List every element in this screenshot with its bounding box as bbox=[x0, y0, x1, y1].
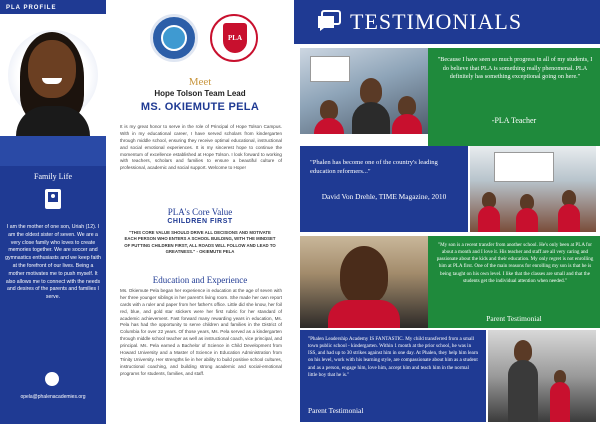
photo-person bbox=[398, 96, 416, 116]
photo-frame-icon bbox=[44, 188, 62, 210]
profile-email[interactable]: opela@phalenacademies.org bbox=[20, 394, 86, 400]
classroom-board bbox=[310, 56, 350, 82]
meet-heading: Meet bbox=[188, 76, 212, 88]
classroom-screen bbox=[494, 152, 554, 182]
testimonials-column bbox=[294, 0, 600, 424]
school-seal-logo bbox=[150, 14, 198, 62]
pla-shield: PLA bbox=[223, 23, 247, 53]
portrait-face bbox=[28, 40, 76, 98]
seal-eagle-emblem bbox=[161, 25, 187, 51]
portrait-smile bbox=[42, 78, 62, 84]
photo-clothing bbox=[392, 114, 422, 134]
education-title: Education and Experience bbox=[152, 275, 248, 285]
education-paragraph: Ms. Okiemute Pela began her experience in education at the age of seven with her three younger siblings in her parent's living room. She made her own report cards with a ruler and paper from her father's office. Little did she know, her foil red, blue, and gold star stickers were her first rubric for her standard of academic achievement. Fast forward many rewarding years in education, Ms. Pela has had the opportunity to serve children and families in the District of Columbia for over 22 years. Of those years, Ms. Pela served as a kindergarten through middle school teacher as well as instructional coach, vice principal, and principal. Ms. Pela earned a Bachelor of Science in Child Development from Howard University and a Master of Science in Education Administration from Trinity University. Her strengths lie in her ability to build positive school cultures, instructional coaching, and building strong academic and social-emotional programs for students, families, and staff. bbox=[120, 288, 282, 376]
photo-clothing bbox=[516, 208, 538, 232]
photo-clothing bbox=[558, 204, 580, 232]
testimonial-quote: "Phalen has become one of the country's leading education reformers..." bbox=[310, 159, 438, 176]
intro-paragraph: It is my great honor to serve in the role of Principal of Hope Tolson Campus. With in my educational career, I have served scholars from kindergarten through middle school, ensuring they receive optimal educational, instructional and social emotional experiences. It is my sincerest hope to continue the momentum of excellence established at Hope Tolson. I look forward to working with teachers, scholars and families to ensure a beautiful culture of professional, academic and social support. Welcome to Hope! bbox=[120, 124, 282, 171]
photo-clothing bbox=[508, 360, 538, 422]
family-life-text: I am the mother of one son, Uriah (12). I am the oldest sister of seven. We are a very close family who loves to create memories together. We are soccer and gymnastics enthusiasts and we keep faith at the forefront of our lives. Being a mother motivates me to push myself. It also allows me to connect with the needs and desires of the parents and families I serve. bbox=[5, 224, 101, 301]
photo-clothing bbox=[352, 102, 390, 134]
center-column bbox=[106, 0, 294, 424]
lead-name: MS. OKIEMUTE PELA bbox=[140, 101, 260, 113]
principal-photo bbox=[0, 14, 106, 136]
photo-clothing bbox=[550, 382, 570, 422]
testimonial-quote: "My son is a recent transfer from another school. He's only been at PLA for about a month and I love it. His teacher and staff are all very caring and passionate about the kids and their education. My only regret is not enrolling him at PLA first. One of the main reasons for enrolling my son is that he is being taught on his own level. I like that the classes are small and that the students get the individual attention when needed." bbox=[436, 242, 594, 284]
testimonial-card bbox=[428, 48, 600, 146]
core-value-subtitle: CHILDREN FIRST bbox=[167, 218, 233, 225]
family-life-title: Family Life bbox=[34, 172, 72, 181]
testimonial-quote: "Because I have seen so much progress in all of my students, I do believe that PLA is something really phenomenal. PLA definitely has something exceptional going on here." bbox=[437, 56, 593, 81]
testimonial-attribution: David Von Drehle, TIME Magazine, 2010 bbox=[321, 192, 447, 201]
testimonial-quote: "Phalen Leadership Academy IS FANTASTIC. My child transferred from a small town public school - kindergarten. Within 1 month at the prior school, he was in ISS, and had up to 30 strikes against him in one day. At Phalen, they help him learn on his level, work with his learning style, are compassionate about him as a student and as a person, engage him, love him, accept him and teach him in the normal little boy that he is." bbox=[308, 336, 479, 378]
testimonials-title: TESTIMONIALS bbox=[350, 9, 523, 34]
email-icon bbox=[45, 372, 59, 386]
photo-person bbox=[360, 78, 382, 104]
pla-crest-logo bbox=[210, 14, 258, 62]
profile-tag: PLA PROFILE bbox=[6, 5, 57, 11]
photo-person bbox=[320, 100, 338, 120]
photo-clothing bbox=[478, 206, 500, 232]
photo-person bbox=[514, 340, 532, 362]
accent-strip bbox=[0, 136, 106, 166]
testimonial-attribution: Parent Testimonial bbox=[486, 314, 542, 323]
photo-clothing bbox=[314, 118, 344, 134]
speech-bubble-icon bbox=[316, 10, 342, 32]
testimonial-card bbox=[300, 330, 486, 422]
lead-title: Hope Tolson Team Lead bbox=[154, 89, 246, 98]
testimonial-attribution: -PLA Teacher bbox=[491, 116, 537, 125]
family-photo bbox=[488, 330, 596, 422]
testimonials-header bbox=[294, 0, 600, 44]
photo-clothing bbox=[328, 300, 400, 328]
student-portrait-photo bbox=[300, 236, 428, 328]
photo-person bbox=[340, 246, 388, 304]
core-value-quote: "THIS CORE VALUE SHOULD DRIVE ALL DECISIONS AND MOTIVATE EACH PERSON WHO ENTERS A SCHOOL BUILDING, WITH THE MINDSET OF PUTTING CHILDREN FIRST, ALL ROADS WILL FOLLOW AND LEAD TO GREATNESS." - OKIEMUTE PELA bbox=[124, 230, 276, 255]
testimonial-card bbox=[428, 236, 600, 328]
profile-column bbox=[0, 0, 106, 424]
core-value-title: PLA's Core Value bbox=[167, 207, 233, 217]
classroom-photo-1 bbox=[300, 48, 428, 134]
testimonial-attribution: Parent Testimonial bbox=[308, 406, 364, 415]
testimonial-card bbox=[300, 146, 468, 232]
classroom-photo-2 bbox=[470, 146, 596, 232]
